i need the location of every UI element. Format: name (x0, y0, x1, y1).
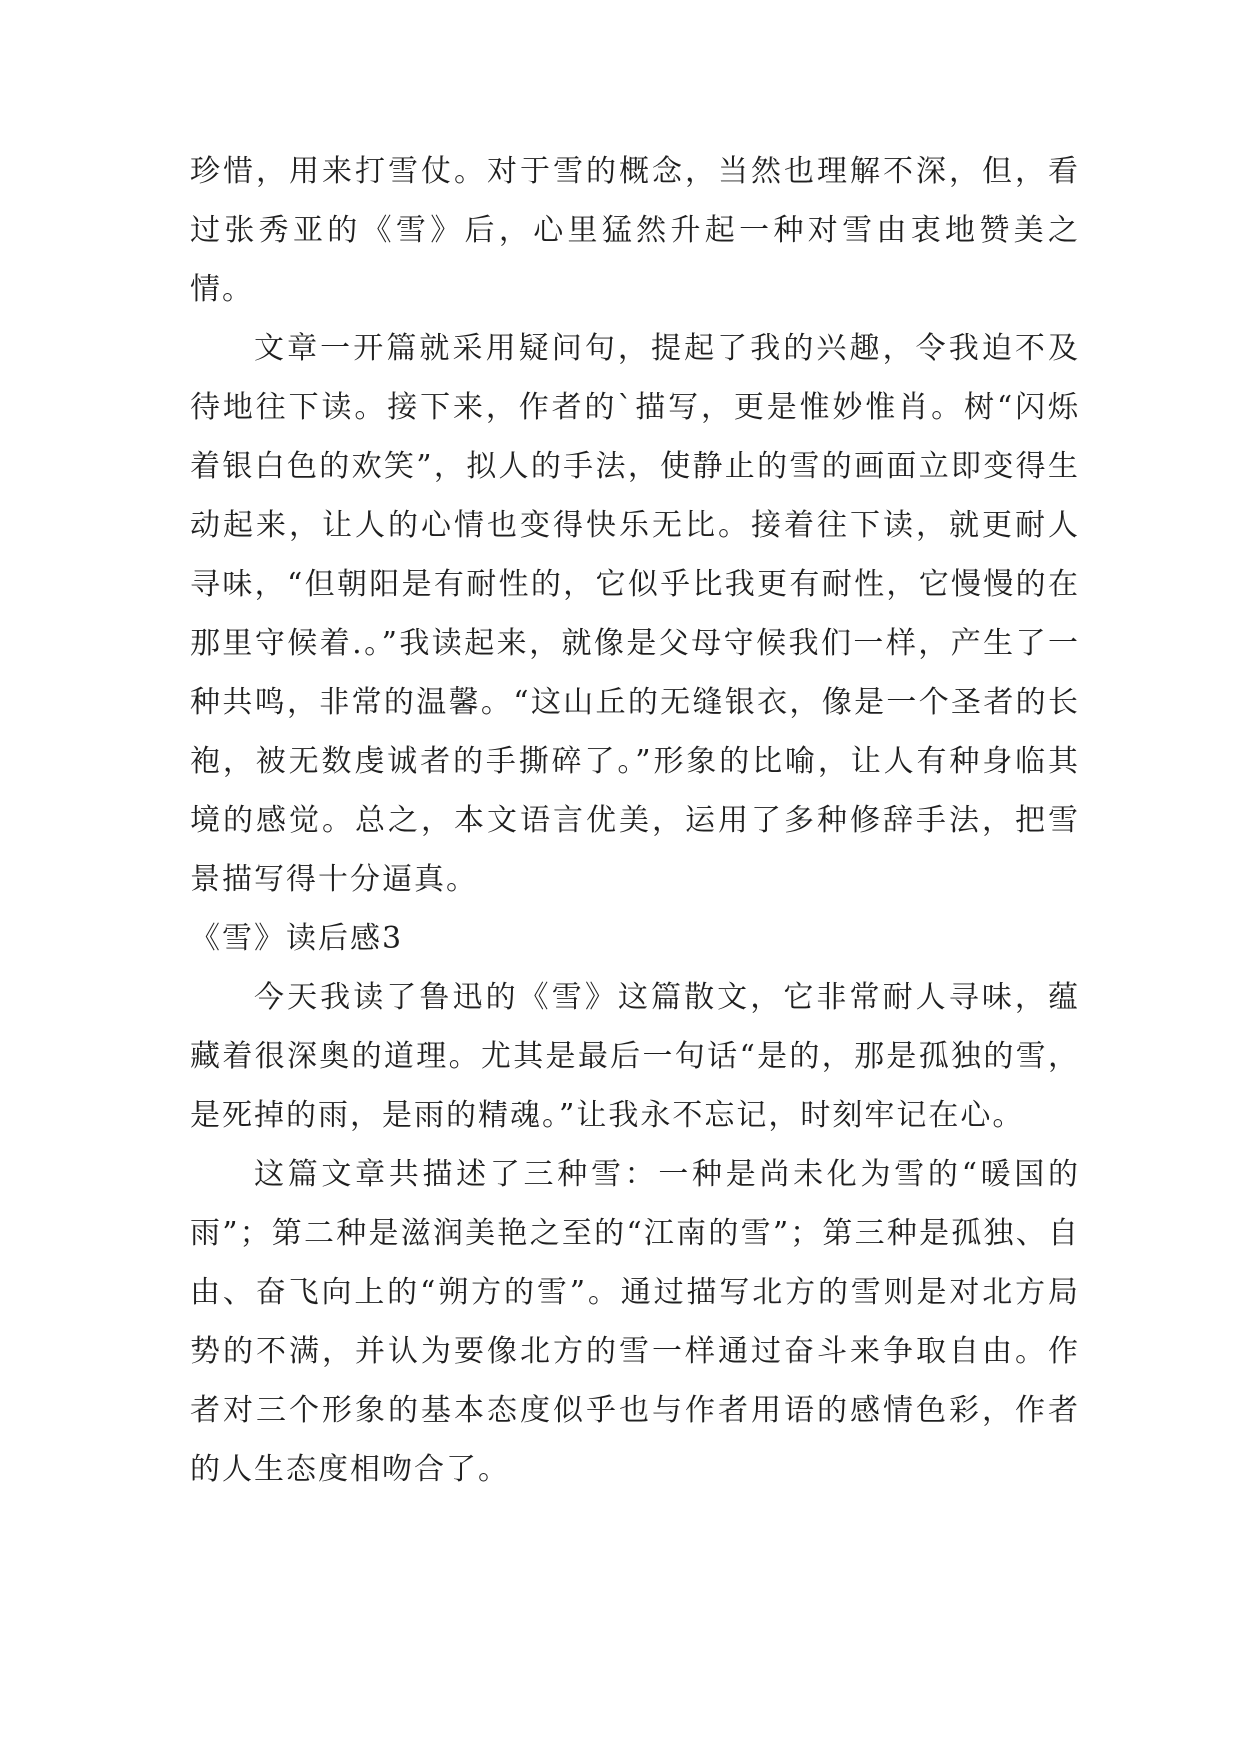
paragraph-continuation: 珍惜，用来打雪仗。对于雪的概念，当然也理解不深，但，看过张秀亚的《雪》后，心里猛然升起一种对雪由衷地赞美之情。 (190, 154, 1080, 307)
section-heading: 《雪》读后感3 (190, 921, 404, 956)
document-body (190, 142, 1080, 1499)
paragraph-intro: 今天我读了鲁迅的《雪》这篇散文，它非常耐人寻味，蕴藏着很深奥的道理。尤其是最后一句话“是的，那是孤独的雪，是死掉的雨，是雨的精魂。”让我永不忘记，时刻牢记在心。 (190, 980, 1080, 1133)
paragraph-analysis: 文章一开篇就采用疑问句，提起了我的兴趣，令我迫不及待地往下读。接下来，作者的`描写，更是惟妙惟肖。树“闪烁着银白色的欢笑”，拟人的手法，使静止的雪的画面立即变得生动起来，让人的心情也变得快乐无比。接着往下读，就更耐人寻味，“但朝阳是有耐性的，它似乎比我更有耐性，它慢慢的在那里守候着.。”我读起来，就像是父母守候我们一样，产生了一种共鸣，非常的温馨。“这山丘的无缝银衣，像是一个圣者的长袍，被无数虔诚者的手撕碎了。”形象的比喻，让人有种身临其境的感觉。总之，本文语言优美，运用了多种修辞手法，把雪景描写得十分逼真。 (190, 331, 1080, 897)
paragraph-three-snows: 这篇文章共描述了三种雪：一种是尚未化为雪的“暖国的雨”；第二种是滋润美艳之至的“江南的雪”；第三种是孤独、自由、奋飞向上的“朔方的雪”。通过描写北方的雪则是对北方局势的不满，并认为要像北方的雪一样通过奋斗来争取自由。作者对三个形象的基本态度似乎也与作者用语的感情色彩，作者的人生态度相吻合了。 (190, 1157, 1080, 1487)
